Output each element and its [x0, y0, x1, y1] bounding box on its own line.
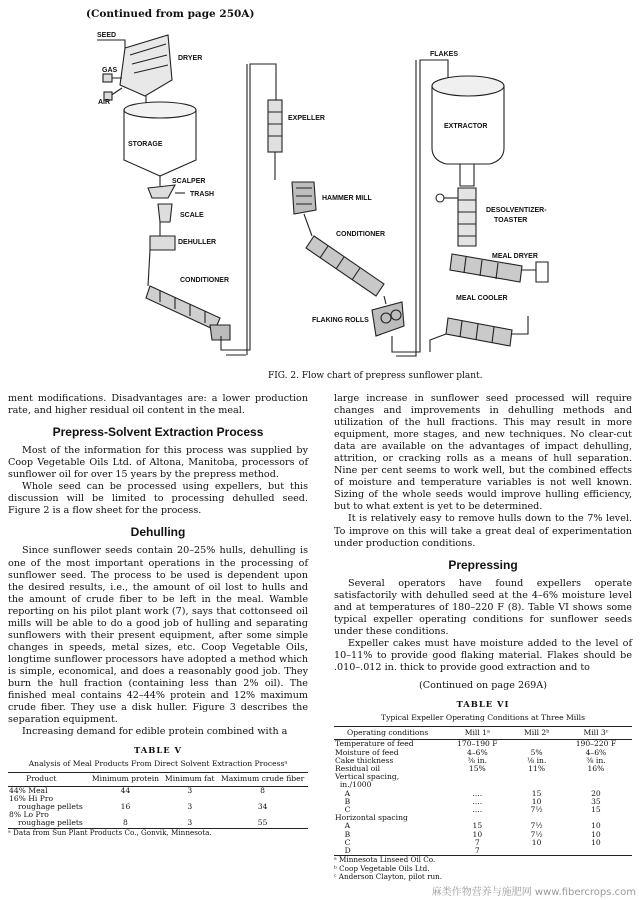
- table6-title: TABLE VI: [456, 699, 510, 710]
- table5-cell: 8: [260, 785, 266, 795]
- table-row: [334, 781, 632, 789]
- conditioner-mid-drum: [304, 214, 384, 296]
- table6-cell: Moisture of feed: [335, 747, 399, 757]
- table6-cell: 7½: [530, 805, 543, 814]
- table6-cell: 10: [591, 829, 601, 839]
- table6-cell: [560, 773, 632, 781]
- table5-header: Minimum protein: [89, 773, 163, 786]
- figure-caption: FIG. 2. Flow chart of prepress sunflower plant.: [268, 371, 483, 381]
- label-extractor: EXTRACTOR: [444, 123, 488, 130]
- whole-seed-paragraph: Whole seed can be processed using expellers, but this discussion will be limited to processing dehulled seed. Figure 2 is a flow sheet for the process.: [8, 481, 308, 517]
- table-row: [8, 803, 308, 811]
- table-row: [334, 831, 632, 839]
- table6-footnote: ᵃ Minnesota Linseed Oil Co.: [334, 855, 436, 865]
- table-row: [334, 790, 632, 798]
- label-flaking-rolls: FLAKING ROLLS: [312, 317, 369, 324]
- dehulling-paragraph: Since sunflower seeds contain 20–25% hulls, dehulling is one of the most important operations in the processing of sunflower seed. The process to be used is dependent upon the desired results, i.e., the amount of oil lost to hulls and the amount of crude fiber to be left in the meal. Wamble reporting on his pilot plant work (7), says that cottonseed oil mills will be able to do a good job of hulling and separating sunflowers with their present equipment, after some simple changes in speeds, metal sizes, etc. Coop Vegetable Oils, longtime sunflower processors have adopted a method which is simple, economical, and does a reasonably good job. They burn the hull fraction (containing less than 2% oil). The finished meal contains 42–44% protein and 12% maximum crude fiber. They use a disk huller. Figure 3 describes the separation equipment.: [8, 545, 308, 726]
- table-row: [334, 798, 632, 806]
- label-scalper: SCALPER: [172, 178, 206, 185]
- table5-cell: 3: [187, 801, 193, 811]
- label-dryer: DRYER: [178, 55, 203, 62]
- table5-cell: 34: [257, 801, 268, 811]
- table5: [8, 772, 308, 828]
- expeller-cakes-paragraph: Expeller cakes must have moisture added to the level of 10–11% to provide good flaking material. Flakes should be .010–.012 in. thick to provide good extraction and to: [334, 637, 632, 673]
- increasing-demand-paragraph: Increasing demand for edible protein combined with a: [22, 726, 288, 738]
- table6-cell: 15: [472, 821, 483, 831]
- intro-paragraph: ment modifications. Disadvantages are: a lower production rate, and higher residual oil content in the meal.: [8, 393, 308, 417]
- table6-cell: Vertical spacing,: [335, 772, 400, 782]
- table6-cell: 10: [531, 837, 542, 847]
- table5-cell: 3: [187, 785, 193, 795]
- large-increase-paragraph: large increase in sunflower seed processed will require changes and improvements in dehulling methods and utilization of the hull fractions. This may result in more equipment, more stages, and new techniques. No clear-cut data are available on the advantages of impact dehulling, attrition, or cracking rolls as a means of hull separation. Nine per cent seems to work well, but the combined effects of moisture and temperature variables is not well known. Sizing of the whole seeds would improve hulling efficiency, but to what extent is yet to be determined.: [334, 393, 632, 513]
- table6-cell: Cake thickness: [335, 755, 394, 765]
- table5-cell: 16: [120, 801, 131, 811]
- table5-footnote: ᵃ Data from Sun Plant Products Co., Gonvik, Minnesota.: [8, 827, 212, 837]
- table6-cell: B: [335, 829, 351, 839]
- table6-cell: A: [335, 788, 351, 798]
- table6-cell: 10: [531, 796, 542, 806]
- table6-cell: 11%: [528, 763, 546, 773]
- table5-cell: 3: [187, 818, 193, 828]
- table5-header: Maximum crude fiber: [217, 773, 308, 786]
- label-meal-cooler: MEAL COOLER: [456, 295, 508, 302]
- hammer-mill-unit: [292, 182, 316, 214]
- table6-header: Mill 2ᵇ: [513, 727, 559, 740]
- label-trash: TRASH: [190, 191, 215, 198]
- several-operators-paragraph: Several operators have found expellers operate satisfactorily with dehulled seed at the 4–6% moisture level and at temperatures of 180–220 F (8). Table VI shows some typical expeller operating conditions for sunflower seeds under these conditions.: [334, 577, 632, 637]
- table6-cell: A: [335, 821, 351, 831]
- table5-cell: roughage pellets: [18, 801, 83, 811]
- table6-body: [334, 740, 632, 856]
- coop-paragraph: Most of the information for this process was supplied by Coop Vegetable Oils Ltd. of Altona, Manitoba, processors of sunflower oil for over 15 years by the prepress method.: [8, 445, 308, 481]
- table6-header: Mill 1ᵃ: [441, 727, 513, 740]
- table6-cell: ⅜ in.: [467, 755, 488, 765]
- table6-cell: 5%: [530, 747, 543, 757]
- label-expeller: EXPELLER: [288, 115, 325, 122]
- meal-cooler-unit: [430, 316, 528, 352]
- table6-cell: 4–6%: [466, 747, 488, 757]
- table6-cell: [513, 773, 559, 781]
- label-air: AIR: [98, 99, 111, 106]
- table6-cell: 170–190 F: [457, 739, 498, 749]
- table6-footnote: ᵇ Coop Vegetable Oils Ltd.: [334, 863, 430, 873]
- table5-header: Product: [8, 773, 89, 786]
- table6-cell: 20: [591, 788, 601, 798]
- table6-header: Operating conditions: [334, 727, 441, 740]
- table6-cell: Residual oil: [335, 763, 381, 773]
- label-gas: GAS: [102, 67, 118, 74]
- heading-prepress-solvent: Prepress-Solvent Extraction Process: [52, 425, 264, 440]
- table5-header: Minimum fat: [162, 773, 217, 786]
- heading-dehulling: Dehulling: [130, 525, 186, 540]
- table-row: [334, 822, 632, 830]
- label-scale: SCALE: [180, 212, 204, 219]
- table-row: [8, 786, 308, 795]
- table-row: [334, 814, 632, 822]
- table6-cell: 190–220 F: [575, 739, 617, 749]
- table6-cell: [441, 773, 513, 781]
- table6-cell: [513, 847, 559, 856]
- label-flakes: FLAKES: [430, 51, 458, 58]
- table5-title: TABLE V: [133, 745, 183, 756]
- continued-on-note: (Continued on page 269A): [419, 680, 547, 692]
- table6-header: Mill 3ᶜ: [560, 727, 632, 740]
- table6-footnote: ᶜ Anderson Clayton, pilot run.: [334, 872, 443, 882]
- table5-cell: 55: [257, 818, 268, 828]
- table6-cell: 10: [591, 821, 601, 831]
- conditioner-left-drum: [146, 250, 230, 340]
- table5-subtitle: Analysis of Meal Products From Direct Solvent Extraction Processᵃ: [28, 759, 288, 769]
- table-row: [334, 839, 632, 847]
- label-storage: STORAGE: [128, 141, 163, 148]
- label-dehuller: DEHULLER: [178, 239, 217, 246]
- table5-cell: roughage pellets: [18, 818, 83, 828]
- table6-cell: 10: [591, 837, 601, 847]
- label-conditioner-left: CONDITIONER: [180, 277, 229, 284]
- table6-cell: ⅜ in.: [586, 755, 606, 765]
- table5-cell: 16% Hi Pro: [9, 793, 54, 803]
- table6-cell: D: [335, 846, 351, 856]
- table6-cell: 15: [531, 788, 542, 798]
- table5-cell: 8: [123, 818, 128, 828]
- label-desolventizer: DESOLVENTIZER-: [486, 207, 547, 214]
- table6-cell: 35: [591, 796, 601, 806]
- table5-cell: 44% Meal: [9, 785, 48, 795]
- table6-cell: 16%: [587, 763, 605, 773]
- table6-cell: ⅛ in.: [526, 755, 547, 765]
- label-conditioner-mid: CONDITIONER: [336, 231, 385, 238]
- table6-cell: 7: [474, 846, 480, 856]
- table6-cell: ....: [472, 796, 483, 806]
- expeller-unit: [268, 100, 282, 152]
- table6-cell: B: [335, 796, 351, 806]
- remove-hulls-paragraph: It is relatively easy to remove hulls down to the 7% level. To improve on this will take a great deal of experimentation under production conditions.: [334, 513, 632, 549]
- label-meal-dryer: MEAL DRYER: [492, 253, 538, 260]
- table6-cell: 15: [591, 805, 601, 814]
- table6-cell: ....: [472, 805, 483, 814]
- right-column: [334, 393, 632, 882]
- label-seed: SEED: [97, 32, 117, 39]
- table6-cell: ....: [472, 788, 483, 798]
- table6-cell: C: [335, 837, 351, 847]
- table6-cell: 15%: [468, 763, 486, 773]
- table6-cell: 10: [472, 829, 483, 839]
- table6: [334, 726, 632, 856]
- table-row: [334, 773, 632, 781]
- table5-cell: 8% Lo Pro: [9, 810, 49, 820]
- watermark: 麻类作物营养与施肥网 www.fibercrops.com: [431, 887, 636, 898]
- left-column: [8, 393, 308, 837]
- table6-cell: in./1000: [335, 780, 372, 790]
- table-row: [8, 819, 308, 828]
- table6-cell: 7: [474, 837, 480, 847]
- label-toaster: TOASTER: [494, 217, 528, 224]
- table6-cell: Temperature of feed: [335, 739, 414, 749]
- heading-prepressing: Prepressing: [448, 557, 518, 572]
- table6-subtitle: Typical Expeller Operating Conditions at Three Mills: [381, 713, 585, 723]
- flow-chart-figure: [0, 0, 640, 390]
- table6-cell: 7½: [530, 829, 543, 839]
- table6-cell: Horizontal spacing: [335, 813, 408, 823]
- continued-from-header: (Continued from page 250A): [86, 8, 255, 20]
- table6-cell: 7½: [530, 821, 543, 831]
- label-hammer-mill: HAMMER MILL: [322, 195, 372, 202]
- flaking-rolls-unit: [372, 296, 404, 336]
- table6-cell: [560, 847, 632, 856]
- table5-cell: 44: [120, 785, 131, 795]
- table6-cell: C: [335, 805, 351, 814]
- extractor-tank: [432, 76, 504, 202]
- table6-cell: 4–6%: [585, 747, 607, 757]
- desolventizer-toaster: [458, 188, 476, 246]
